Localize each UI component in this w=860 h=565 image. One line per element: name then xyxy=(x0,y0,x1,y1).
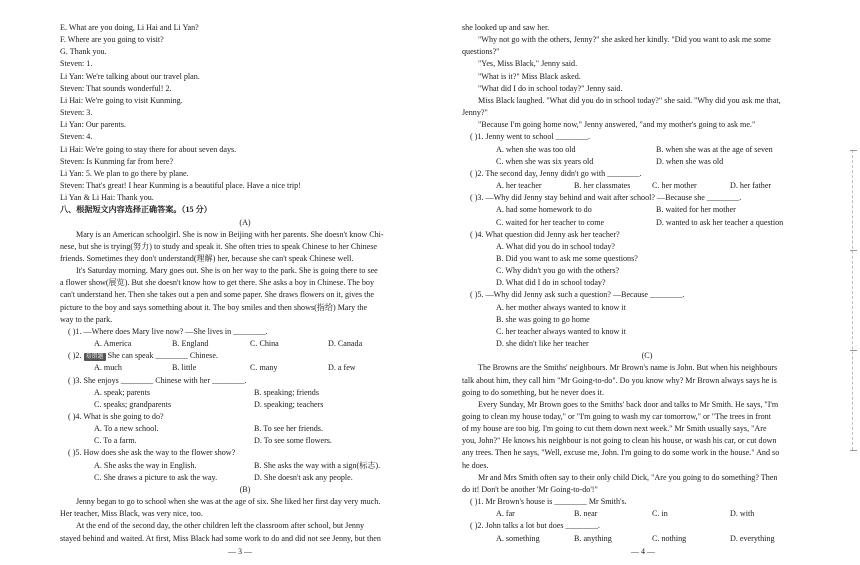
answer-option: C. her mother xyxy=(652,181,697,191)
answer-option: A. her teacher xyxy=(496,181,542,191)
passage-line: going to clean my house today," or "I'm going to wash my car tomorrow," or "The trees in front xyxy=(462,412,771,421)
answer-option: B. England xyxy=(172,339,209,349)
options-row xyxy=(462,326,832,338)
options-row xyxy=(60,338,430,350)
question-number: ( )2. xyxy=(68,351,82,361)
answer-option: D. her father xyxy=(730,181,772,191)
passage-line: "Why not go with the others, Jenny?" she asked her kindly. "Did you want to ask me some xyxy=(478,35,771,45)
passage-label: (A) xyxy=(239,217,251,227)
question-stem: ( )4. What is she going to do? xyxy=(68,412,164,421)
answer-option: D. she didn't like her teacher xyxy=(496,339,589,349)
error-prone-tag: 易错题 xyxy=(85,354,104,361)
options-row xyxy=(462,302,832,314)
dialogue-line: Steven: That's great! I hear Kunming is a beautiful place. Have a nice trip! xyxy=(60,181,301,191)
dialogue-line: Li Yan & Li Hai: Thank you. xyxy=(60,193,154,203)
passage-line: he does. xyxy=(462,460,489,470)
dialogue-line: E. What are you doing, Li Hai and Li Yan? xyxy=(60,23,199,32)
options-row xyxy=(462,253,832,265)
answer-option: B. she was going to go home xyxy=(496,314,590,324)
answer-option: C. nothing xyxy=(652,533,687,543)
answer-option: D. speaking; teachers xyxy=(254,399,324,409)
answer-option: B. anything xyxy=(574,533,612,543)
answer-option: A. speak; parents xyxy=(94,387,150,397)
passage-line: Mary is an American schoolgirl. She is now in Beijing with her parents. She doesn't know Chi- xyxy=(76,229,384,239)
answer-option: D. wanted to ask her teacher a question xyxy=(656,217,784,227)
answer-option: B. when she was at the age of seven xyxy=(656,144,773,154)
binding-tick xyxy=(850,250,857,251)
answer-option: B. To see her friends. xyxy=(254,424,323,434)
passage-line: stayed behind and waited. At first, Miss Black had some work to do and did not see Jenny, but then xyxy=(60,533,381,543)
passage-line: can't understand her. Then she takes out a pen and some paper. She draws flowers on it, gives the xyxy=(60,290,374,300)
answer-option: D. She doesn't ask any people. xyxy=(254,472,353,482)
answer-option: B. her classmates xyxy=(574,181,631,191)
passage-line: any trees. Then he says, "Well, excuse me, John. I'm going to do some work in the house." And so xyxy=(462,448,780,458)
answer-option: C. her teacher always wanted to know it xyxy=(496,326,626,336)
passage-line: Jenny?" xyxy=(462,108,488,118)
binding-tick xyxy=(850,350,857,351)
page-number-right: — 4 — xyxy=(631,547,655,556)
answer-option: C. China xyxy=(250,339,279,349)
passage-line: "What is it?" Miss Black asked. xyxy=(478,71,581,81)
answer-option: B. She asks the way with a sign(标志). xyxy=(254,460,381,470)
question-stem: ( )3. She enjoys ________ Chinese with her ________. xyxy=(68,375,247,385)
options-row xyxy=(462,277,832,289)
answer-option: C. She draws a picture to ask the way. xyxy=(94,472,218,482)
answer-option: C. speaks; grandparents xyxy=(94,399,172,409)
question-text: She can speak ________ Chinese. xyxy=(107,351,218,361)
options-row xyxy=(60,435,430,447)
dialogue-line: Steven: 3. xyxy=(60,108,93,118)
dialogue-line: Li Hai: We're going to visit Kunming. xyxy=(60,95,183,105)
answer-option: A. something xyxy=(496,533,540,543)
answer-option: C. waited for her teacher to come xyxy=(496,217,605,227)
options-row xyxy=(462,533,832,545)
passage-line: going to do something, but he never does it. xyxy=(462,387,605,397)
options-row xyxy=(60,460,430,472)
options-row xyxy=(462,217,832,229)
passage-line: Her teacher, Miss Black, was very nice, too. xyxy=(60,509,203,519)
dialogue-line: Steven: 1. xyxy=(60,59,93,69)
binding-margin-line xyxy=(852,150,854,450)
dialogue-line: G. Thank you. xyxy=(60,47,107,57)
dialogue-line: F. Where are you going to visit? xyxy=(60,35,164,45)
options-row xyxy=(60,362,430,374)
dialogue-line: Li Yan: Our parents. xyxy=(60,120,126,130)
options-row xyxy=(462,180,832,192)
passage-line: you, John?" He knows his neighbour is not going to clean his house, or wash his car, or cut down xyxy=(462,436,777,446)
question-stem: ( )3. —Why did Jenny stay behind and wait after school? —Because she ________. xyxy=(470,193,742,203)
passage-line: way to the park. xyxy=(60,314,113,324)
passage-line: of my house are too big. I'm going to cut them down next week." Mr Smith usually says, "Are xyxy=(462,424,767,434)
question-stem: ( )5. —Why did Jenny ask such a question? —Because ________. xyxy=(470,290,685,300)
answer-option: A. when she was too old xyxy=(496,144,576,154)
answer-option: A. her mother always wanted to know it xyxy=(496,302,626,312)
question-stem: ( )1. —Where does Mary live now? —She lives in ________. xyxy=(68,326,268,336)
answer-option: C. Why didn't you go with the others? xyxy=(496,266,620,276)
options-row xyxy=(60,399,430,411)
options-row xyxy=(462,241,832,253)
passage-label: (C) xyxy=(641,351,653,361)
answer-option: D. To see some flowers. xyxy=(254,436,332,446)
page-number-left: — 3 — xyxy=(228,547,252,556)
passage-line: Miss Black laughed. "What did you do in school today?" she said. "Why did you ask me that, xyxy=(478,95,781,105)
answer-option: A. had some homework to do xyxy=(496,205,592,215)
answer-option: C. when she was six years old xyxy=(496,156,594,166)
passage-line: nese, but she is trying(努力) to study and speak it. She often tries to speak Chinese to her Chinese xyxy=(60,241,377,251)
passage-line: a flower show(展览). But she doesn't know how to get there. She asks a boy in Chinese. The boy xyxy=(60,278,374,288)
passage-line: Every Sunday, Mr Brown goes to the Smiths' back door and talks to Mr Smith. He says, "I'm xyxy=(478,399,779,409)
passage-line: The Browns are the Smiths' neighbours. Mr Brown's name is John. But when his neighbours xyxy=(478,363,778,373)
passage-line: friends. Sometimes they don't understand(理解) her, because she can't speak Chinese well. xyxy=(60,253,354,263)
answer-option: D. everything xyxy=(730,533,775,543)
passage-line: Jenny began to go to school when she was at the age of six. She liked her first day very much. xyxy=(76,497,381,507)
answer-option: A. much xyxy=(94,363,122,373)
dialogue-line: Steven: That sounds wonderful! 2. xyxy=(60,83,172,93)
right-page xyxy=(462,22,832,545)
binding-tick xyxy=(850,450,857,451)
answer-option: B. speaking; friends xyxy=(254,387,319,397)
passage-line: picture to the boy and says something about it. The boy smiles and then shows(指给) Mary the xyxy=(60,302,368,312)
dialogue-line: Li Yan: 5. We plan to go there by plane. xyxy=(60,168,189,178)
answer-option: B. waited for her mother xyxy=(656,205,736,215)
passage-line: questions?" xyxy=(462,47,500,57)
options-row xyxy=(462,508,832,520)
answer-option: A. far xyxy=(496,509,515,519)
options-row xyxy=(462,144,832,156)
question-stem: ( )4. What question did Jenny ask her teacher? xyxy=(470,229,620,239)
passage-line: do it! Don't be another 'Mr Going-to-do'!" xyxy=(462,484,598,494)
options-row xyxy=(60,423,430,435)
options-row xyxy=(462,265,832,277)
passage-line: "Because I'm going home now," Jenny answered, "and my mother's going to ask me." xyxy=(478,120,756,130)
passage-line: "Yes, Miss Black," Jenny said. xyxy=(478,59,578,69)
answer-option: C. To a farm. xyxy=(94,436,137,446)
passage-line: Mr and Mrs Smith often say to their only child Dick, "Are you going to do something? Then xyxy=(478,472,778,482)
answer-option: C. in xyxy=(652,509,668,519)
passage-line: It's Saturday morning. Mary goes out. She is on her way to the park. She is going there to see xyxy=(76,266,378,276)
passage-line: "What did I do in school today?" Jenny said. xyxy=(478,83,623,93)
dialogue-line: Steven: Is Kunming far from here? xyxy=(60,156,174,166)
question-stem: ( )1. Jenny went to school ________. xyxy=(470,132,591,142)
question-stem xyxy=(60,350,430,362)
question-stem: ( )2. John talks a lot but does ________. xyxy=(470,521,600,531)
answer-option: D. with xyxy=(730,509,755,519)
answer-option: D. What did I do in school today? xyxy=(496,278,606,288)
dialogue-line: Li Yan: We're talking about our travel plan. xyxy=(60,71,200,81)
options-row xyxy=(462,338,832,350)
binding-tick xyxy=(850,150,857,151)
answer-option: B. little xyxy=(172,363,197,373)
answer-option: D. a few xyxy=(328,363,356,373)
passage-line: she looked up and saw her. xyxy=(462,23,550,32)
question-stem: ( )1. Mr Brown's house is ________ Mr Smith's. xyxy=(470,497,627,507)
left-page xyxy=(60,22,430,545)
section-title: 八、根据短文内容选择正确答案。（15 分） xyxy=(60,205,212,215)
options-row xyxy=(462,314,832,326)
answer-option: A. To a new school. xyxy=(94,424,159,434)
answer-option: B. Did you want to ask me some questions? xyxy=(496,253,638,263)
answer-option: A. She asks the way in English. xyxy=(94,460,197,470)
options-row xyxy=(60,472,430,484)
question-stem: ( )5. How does she ask the way to the flower show? xyxy=(68,448,236,458)
answer-option: D. when she was old xyxy=(656,156,724,166)
options-row xyxy=(462,204,832,216)
answer-option: C. many xyxy=(250,363,278,373)
answer-option: B. near xyxy=(574,509,598,519)
answer-option: A. What did you do in school today? xyxy=(496,241,615,251)
passage-line: talk about him, they call him "Mr Going-to-do". Do you know why? Mr Brown always says he is xyxy=(462,375,777,385)
passage-line: At the end of the second day, the other children left the classroom after school, but Jenny xyxy=(76,521,365,531)
answer-option: D. Canada xyxy=(328,339,363,349)
question-stem: ( )2. The second day, Jenny didn't go with ________. xyxy=(470,168,642,178)
dialogue-line: Steven: 4. xyxy=(60,132,93,142)
options-row xyxy=(462,156,832,168)
dialogue-line: Li Hai: We're going to stay there for about seven days. xyxy=(60,144,237,154)
options-row xyxy=(60,387,430,399)
answer-option: A. America xyxy=(94,339,132,349)
passage-label: (B) xyxy=(239,484,251,494)
